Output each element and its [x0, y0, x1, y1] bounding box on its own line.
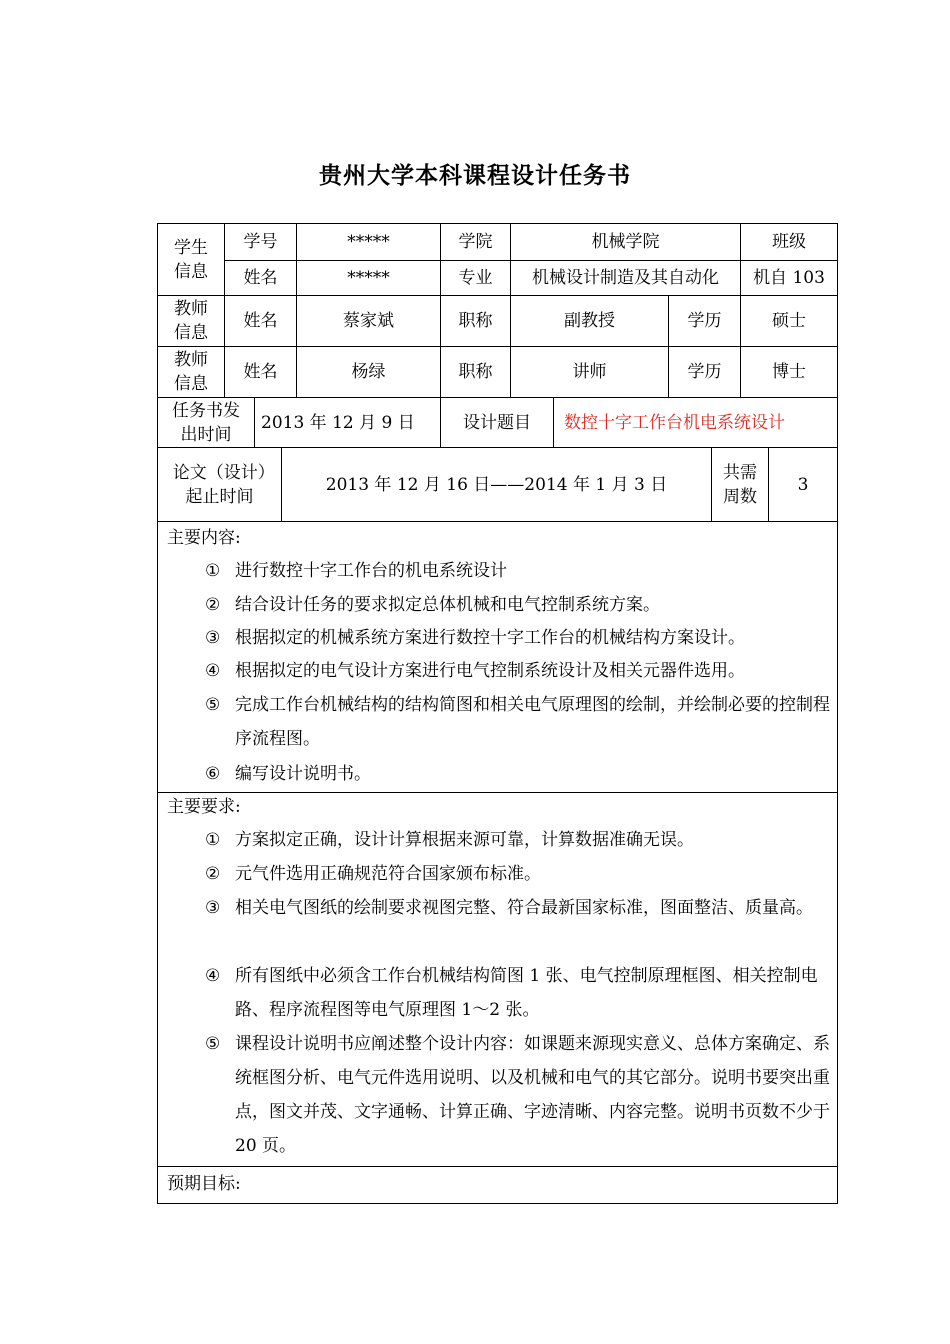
- student-name-label: 姓名: [243, 268, 278, 288]
- teacher2-degree-value: 博士: [772, 362, 806, 382]
- student-id-label: 学号: [243, 232, 278, 252]
- teacher1-degree-value: 硕士: [772, 311, 806, 331]
- teacher1-name-label: 姓名: [243, 311, 278, 331]
- teacher2-name-value: 杨绿: [351, 362, 386, 382]
- issue-date-label: 任务书发出时间: [172, 400, 240, 445]
- goals-heading: 预期目标:: [167, 1174, 241, 1194]
- teacher2-title-value: 讲师: [572, 362, 607, 382]
- teacher2-title-label: 职称: [458, 362, 493, 382]
- class-value: 机自 103: [753, 268, 825, 288]
- major-label: 专业: [458, 268, 493, 288]
- college-value: 机械学院: [591, 232, 660, 252]
- weeks-label: 共需周数: [723, 462, 757, 507]
- class-label: 班级: [772, 232, 806, 252]
- teacher1-info-label: 教师信息: [174, 299, 208, 343]
- student-id-value: *****: [347, 232, 390, 252]
- student-info-label: 学生信息: [174, 237, 208, 282]
- content-heading: 主要内容:: [167, 528, 241, 548]
- college-label: 学院: [458, 232, 493, 252]
- period-value: 2013 年 12 月 16 日——2014 年 1 月 3 日: [325, 474, 668, 495]
- teacher2-info-label: 教师信息: [174, 350, 208, 394]
- page-title: 贵州大学本科课程设计任务书: [319, 163, 631, 189]
- teacher1-degree-label: 学历: [687, 311, 722, 331]
- topic-label: 设计题目: [463, 412, 531, 433]
- requirements-heading: 主要要求:: [167, 797, 241, 817]
- period-label: 论文（设计）起止时间: [172, 462, 267, 507]
- teacher1-name-value: 蔡家斌: [343, 311, 394, 331]
- student-name-value: *****: [347, 268, 390, 288]
- teacher1-title-value: 副教授: [564, 311, 615, 331]
- major-value: 机械设计制造及其自动化: [532, 268, 719, 288]
- topic-value: 数控十字工作台机电系统设计: [564, 412, 785, 433]
- teacher2-degree-label: 学历: [687, 362, 722, 382]
- issue-date-value: 2013 年 12 月 9 日: [261, 412, 415, 433]
- teacher1-title-label: 职称: [458, 311, 493, 331]
- teacher2-name-label: 姓名: [243, 362, 278, 382]
- weeks-value: 3: [797, 474, 809, 495]
